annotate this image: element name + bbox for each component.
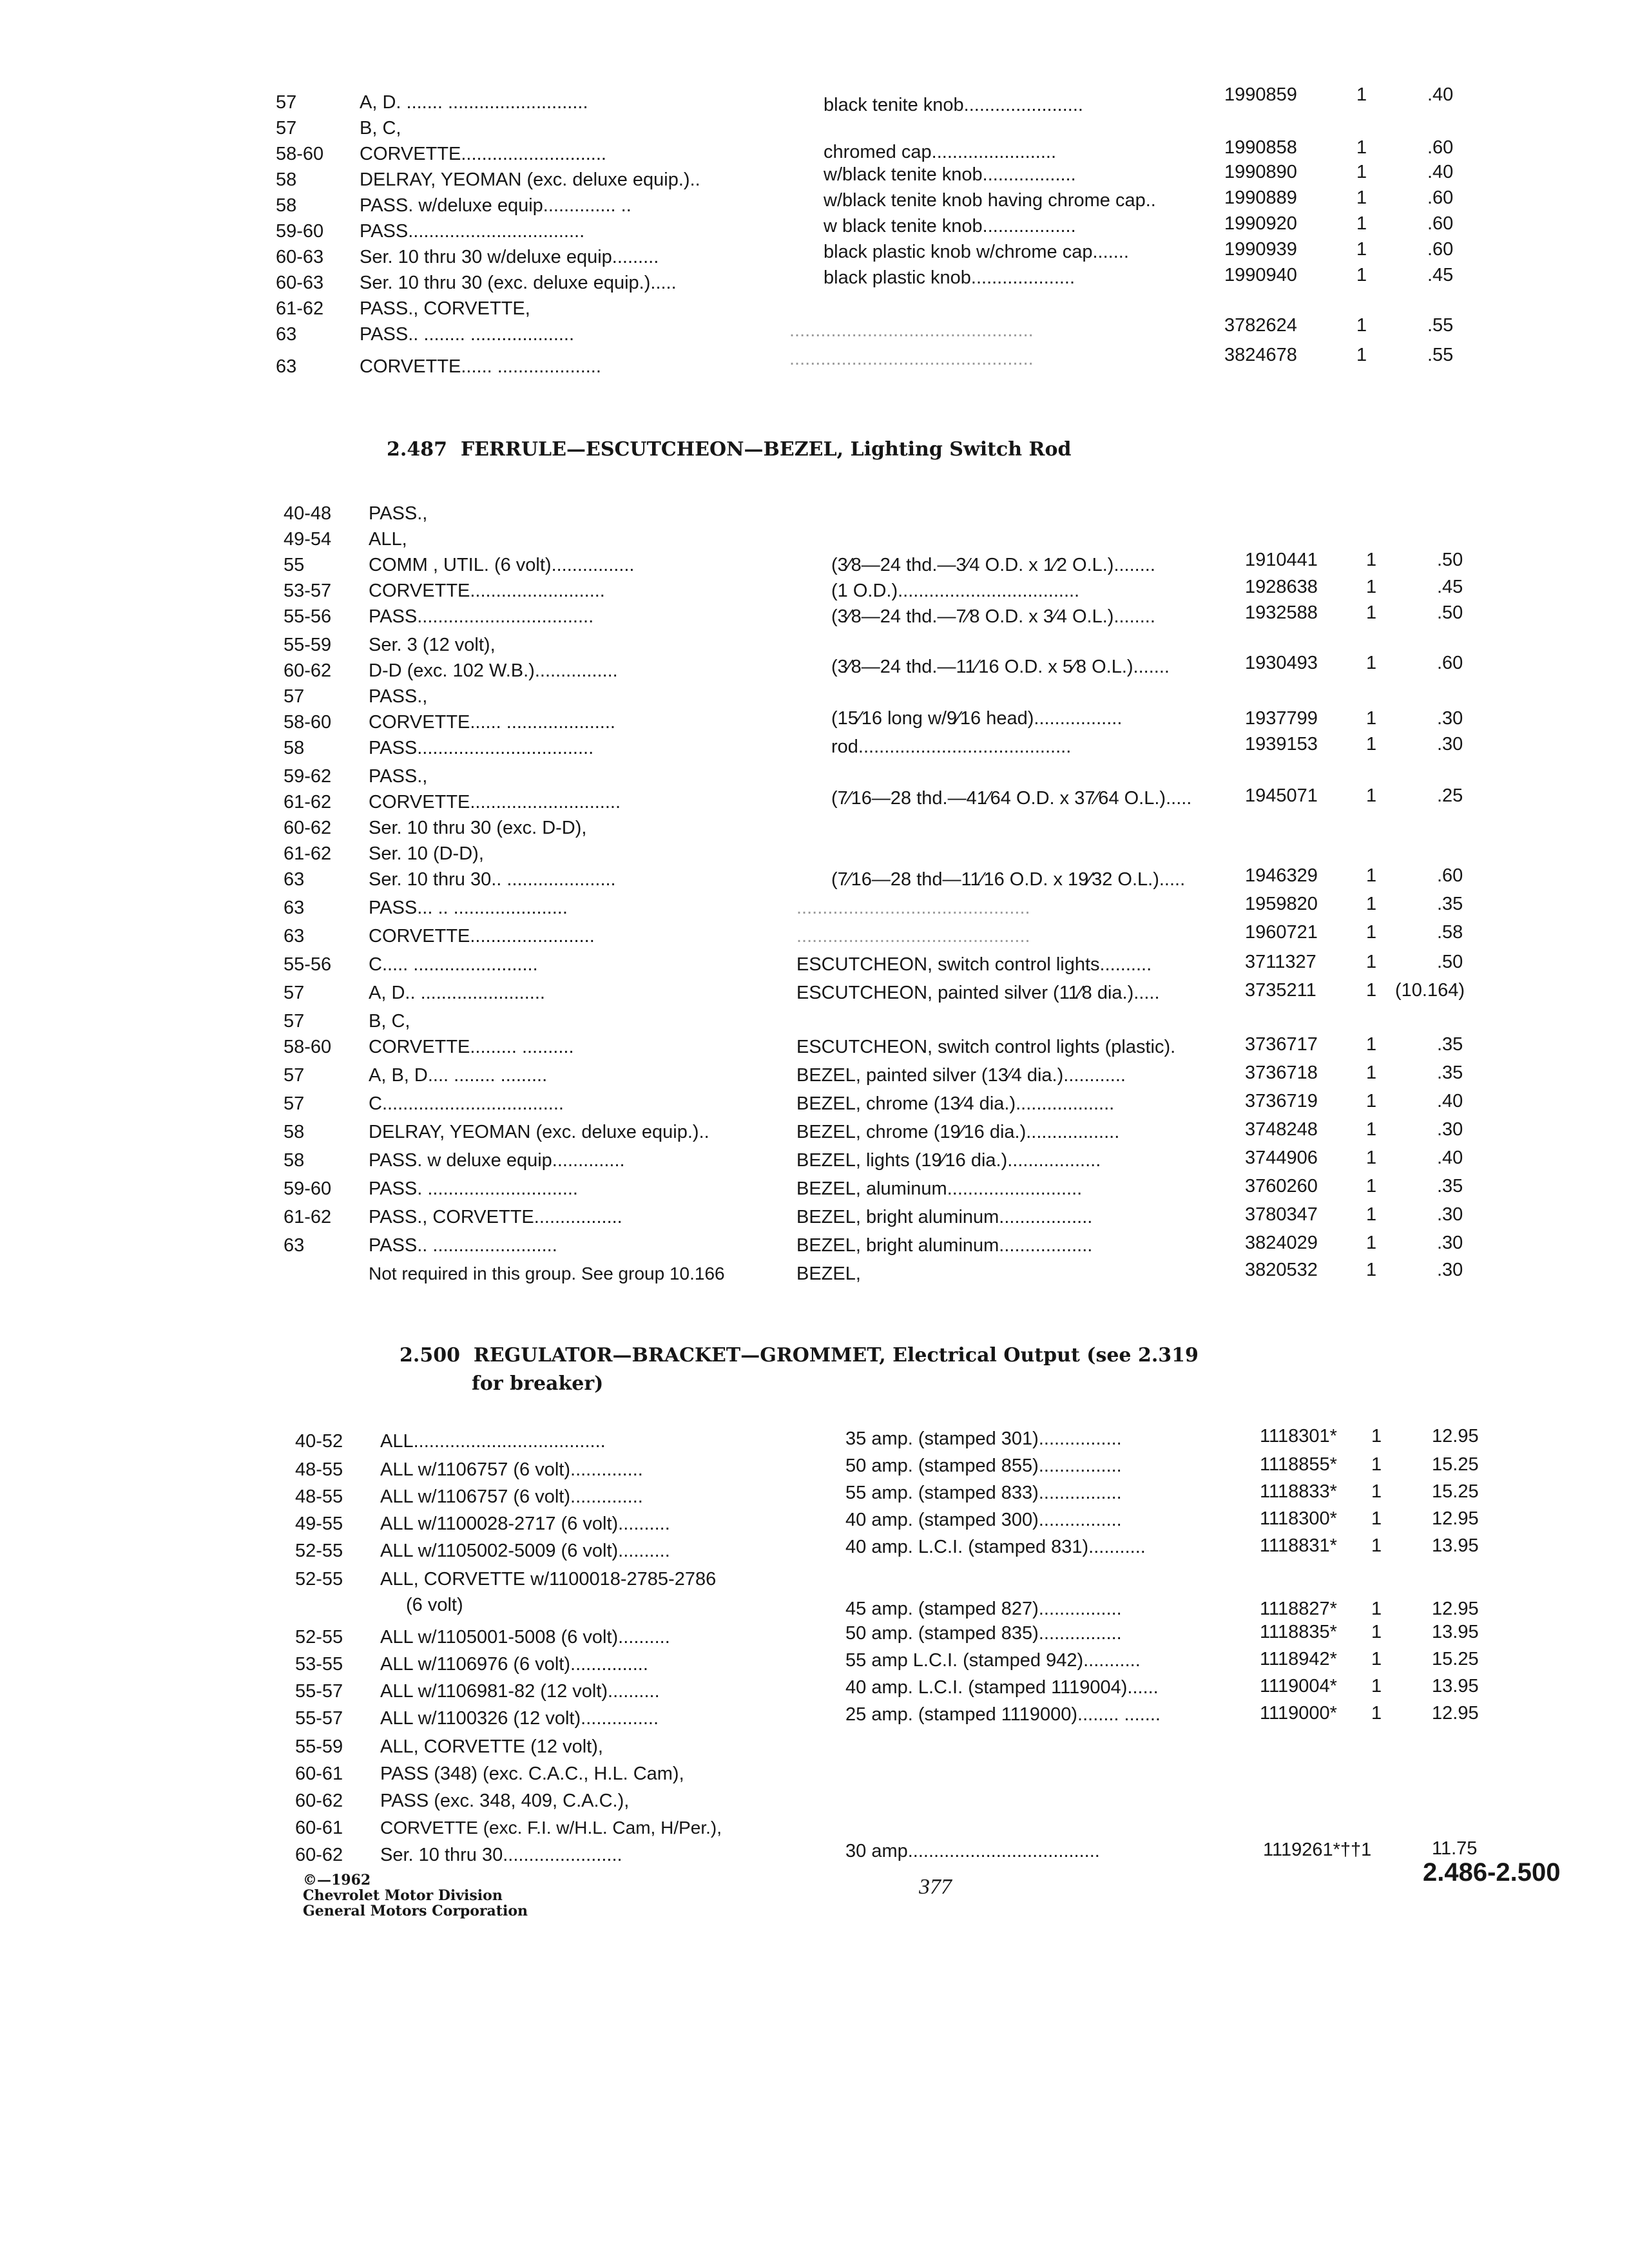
table-row: 58 PASS. w deluxe equip.............. BEZEL, lights (19⁄16 dia.).................. 3744906 1 .40 bbox=[284, 1148, 1463, 1171]
table-row: 55-59 ALL, CORVETTE (12 volt), bbox=[295, 1736, 603, 1757]
table-row: 63 PASS.. ........................ BEZEL, bright aluminum.................. 3824029 1 .30 bbox=[284, 1233, 1463, 1256]
table-row: 57 PASS., bbox=[284, 686, 428, 707]
table-row: 55-57 ALL w/1100326 (12 volt)............... 25 amp. (stamped 1119000)........ ....... 1119000* 1 12.95 bbox=[295, 1703, 1479, 1729]
table-row: 55-59 Ser. 3 (12 volt), bbox=[284, 635, 496, 655]
table-row: 58-60 CORVETTE......... .......... ESCUTCHEON, switch control lights (plastic). 3736717 1 .35 bbox=[284, 1034, 1463, 1057]
copyright: ©—1962 bbox=[303, 1872, 371, 1888]
table-row: 58-60 CORVETTE............................ chromed cap........................ 1990858 1 .60 bbox=[276, 137, 1454, 164]
table-row: 58 DELRAY, YEOMAN (exc. deluxe equip.).. w/black tenite knob.................. 1990890 1 .40 bbox=[276, 162, 1454, 190]
table-row: 60-63 Ser. 10 thru 30 (exc. deluxe equip.)..... black plastic knob.................... 1990940 1 .45 bbox=[276, 265, 1454, 293]
corporation-name: General Motors Corporation bbox=[303, 1903, 528, 1919]
section-title: REGULATOR—BRACKET—GROMMET, bbox=[473, 1344, 886, 1367]
table-row: 61-62 PASS., CORVETTE................. BEZEL, bright aluminum.................. 3780347 1 .30 bbox=[284, 1204, 1463, 1227]
table-row: 60-62 Ser. 10 thru 30 (exc. D-D), bbox=[284, 818, 587, 838]
table-row: 57 A, D. ....... ........................... black tenite knob....................... 1990859 1 .40 bbox=[276, 84, 1454, 115]
table-row: 63 PASS.. ........ .................... ............................................... 3782624 1 .55 bbox=[276, 315, 1454, 345]
table-row: 58 PASS.................................. rod......................................... 1939153 1 .30 bbox=[284, 734, 1463, 758]
table-row: Not required in this group. See group 10.166 BEZEL, 3820532 1 .30 bbox=[369, 1260, 1463, 1284]
table-row: 59-60 PASS.................................. w black tenite knob.................. 1990920 1 .60 bbox=[276, 213, 1454, 242]
table-row: 52-55 ALL w/1105001-5008 (6 volt).......... 50 amp. (stamped 835)................ 1118835* 1 13.95 bbox=[295, 1622, 1479, 1648]
table-row: 60-62 Ser. 10 thru 30....................... 30 amp..................................... 1119261*††1 11.75 bbox=[295, 1838, 1478, 1865]
table-row: 60-61 CORVETTE (exc. F.I. w/H.L. Cam, H/Per.), bbox=[295, 1818, 722, 1838]
table-row: 57 C................................... BEZEL, chrome (13⁄4 dia.)................... 3736719 1 .40 bbox=[284, 1091, 1463, 1114]
division-name: Chevrolet Motor Division bbox=[303, 1887, 503, 1904]
table-row: 57 B, C, bbox=[284, 1011, 410, 1032]
section-subtitle: Electrical Output (see 2.319 bbox=[892, 1344, 1199, 1367]
table-row: 63 CORVETTE...... .................... ............................................... 3824678 1 .55 bbox=[276, 345, 1454, 377]
table-row: 63 CORVETTE........................ ............................................. 1960721 1 .58 bbox=[284, 922, 1463, 947]
table-row: 60-63 Ser. 10 thru 30 w/deluxe equip......... black plastic knob w/chrome cap....... 1990939 1 .60 bbox=[276, 239, 1454, 267]
group-range: 2.486-2.500 bbox=[1423, 1858, 1561, 1887]
table-row: 53-55 ALL w/1106976 (6 volt)............... 55 amp L.C.I. (stamped 942)........... 1118942* 1 15.25 bbox=[295, 1649, 1479, 1675]
table-row: 48-55 ALL w/1106757 (6 volt).............. 50 amp. (stamped 855)................ 1118855* 1 15.25 bbox=[295, 1454, 1479, 1480]
table-row: 55 COMM , UTIL. (6 volt)................ (3⁄8—24 thd.—3⁄4 O.D. x 1⁄2 O.L.)........ 1910441 1 .50 bbox=[284, 550, 1463, 575]
table-row: 60-62 PASS (exc. 348, 409, C.A.C.), bbox=[295, 1791, 630, 1811]
section-subtitle: Lighting Switch Rod bbox=[850, 438, 1072, 461]
table-row: 49-54 ALL, bbox=[284, 529, 407, 550]
table-row: 61-62 CORVETTE............................. (7⁄16—28 thd.—41⁄64 O.D. x 37⁄64 O.L.)..... 1945071 1 .25 bbox=[284, 785, 1463, 812]
table-row: 63 PASS... .. ...................... ............................................. 1959820 1 .35 bbox=[284, 894, 1463, 918]
table-row: 63 Ser. 10 thru 30.. ..................... (7⁄16—28 thd—11⁄16 O.D. x 19⁄32 O.L.)..... 1946329 1 .60 bbox=[284, 865, 1463, 890]
section-heading-2500 bbox=[400, 1344, 1199, 1367]
table-row: 52-55 ALL w/1105002-5009 (6 volt).......... 40 amp. L.C.I. (stamped 831)........... 1118831* 1 13.95 bbox=[295, 1535, 1479, 1561]
table-row: 40-48 PASS., bbox=[284, 503, 428, 524]
table-row: 59-62 PASS., bbox=[284, 766, 428, 787]
table-row: 49-55 ALL w/1100028-2717 (6 volt).......... 40 amp. (stamped 300)................ 1118300* 1 12.95 bbox=[295, 1508, 1479, 1534]
table-row: (6 volt) 45 amp. (stamped 827)................ 1118827* 1 12.95 bbox=[406, 1595, 1479, 1619]
table-row: 57 B, C, bbox=[276, 118, 401, 139]
table-row: 59-60 PASS. ............................. BEZEL, aluminum.......................... 3760260 1 .35 bbox=[284, 1176, 1463, 1199]
table-row: 58 DELRAY, YEOMAN (exc. deluxe equip.).. BEZEL, chrome (19⁄16 dia.).................. 3748248 1 .30 bbox=[284, 1119, 1463, 1142]
table-row: 55-56 C..... ........................ ESCUTCHEON, switch control lights.......... 3711327 1 .50 bbox=[284, 952, 1463, 975]
table-row: 61-62 PASS., CORVETTE, bbox=[276, 298, 530, 319]
table-row: 53-57 CORVETTE.......................... (1 O.D.)................................... 1928638 1 .45 bbox=[284, 577, 1463, 601]
table-row: 40-52 ALL..................................... 35 amp. (stamped 301)................ 1118301* 1 12.95 bbox=[295, 1426, 1479, 1452]
table-row: 60-61 PASS (348) (exc. C.A.C., H.L. Cam), bbox=[295, 1763, 684, 1784]
section-number: 2.487 bbox=[387, 438, 447, 461]
section-heading-line2: for breaker) bbox=[472, 1372, 604, 1395]
table-row: 61-62 Ser. 10 (D-D), bbox=[284, 843, 484, 864]
table-row: 52-55 ALL, CORVETTE w/1100018-2785-2786 bbox=[295, 1569, 717, 1590]
section-heading-2487 bbox=[387, 438, 1071, 461]
section-number: 2.500 bbox=[400, 1344, 460, 1367]
table-row: 55-56 PASS.................................. (3⁄8—24 thd.—7⁄8 O.D. x 3⁄4 O.L.)........ 1932588 1 .50 bbox=[284, 602, 1463, 627]
table-row: 48-55 ALL w/1106757 (6 volt).............. 55 amp. (stamped 833)................ 1118833* 1 15.25 bbox=[295, 1481, 1479, 1507]
table-row: 57 A, D.. ........................ ESCUTCHEON, painted silver (11⁄8 dia.)..... 3735211 1 (10.164) bbox=[284, 980, 1465, 1003]
table-row: 55-57 ALL w/1106981-82 (12 volt).......... 40 amp. L.C.I. (stamped 1119004)...... 1119004* 1 13.95 bbox=[295, 1676, 1479, 1702]
table-row: 58 PASS. w/deluxe equip.............. .. w/black tenite knob having chrome cap.. 1990889 1 .60 bbox=[276, 187, 1454, 216]
publisher-footer bbox=[303, 1872, 528, 1919]
table-row: 58-60 CORVETTE...... ..................... (15⁄16 long w/9⁄16 head)................. 1937799 1 .30 bbox=[284, 708, 1463, 733]
table-row: 57 A, B, D.... ........ ......... BEZEL, painted silver (13⁄4 dia.)............ 3736718 1 .35 bbox=[284, 1062, 1463, 1086]
section-title: FERRULE—ESCUTCHEON—BEZEL, bbox=[460, 438, 844, 461]
table-row: 60-62 D-D (exc. 102 W.B.)................ (3⁄8—24 thd.—11⁄16 O.D. x 5⁄8 O.L.)....... 1930493 1 .60 bbox=[284, 653, 1463, 681]
page-number: 377 bbox=[919, 1875, 952, 1899]
